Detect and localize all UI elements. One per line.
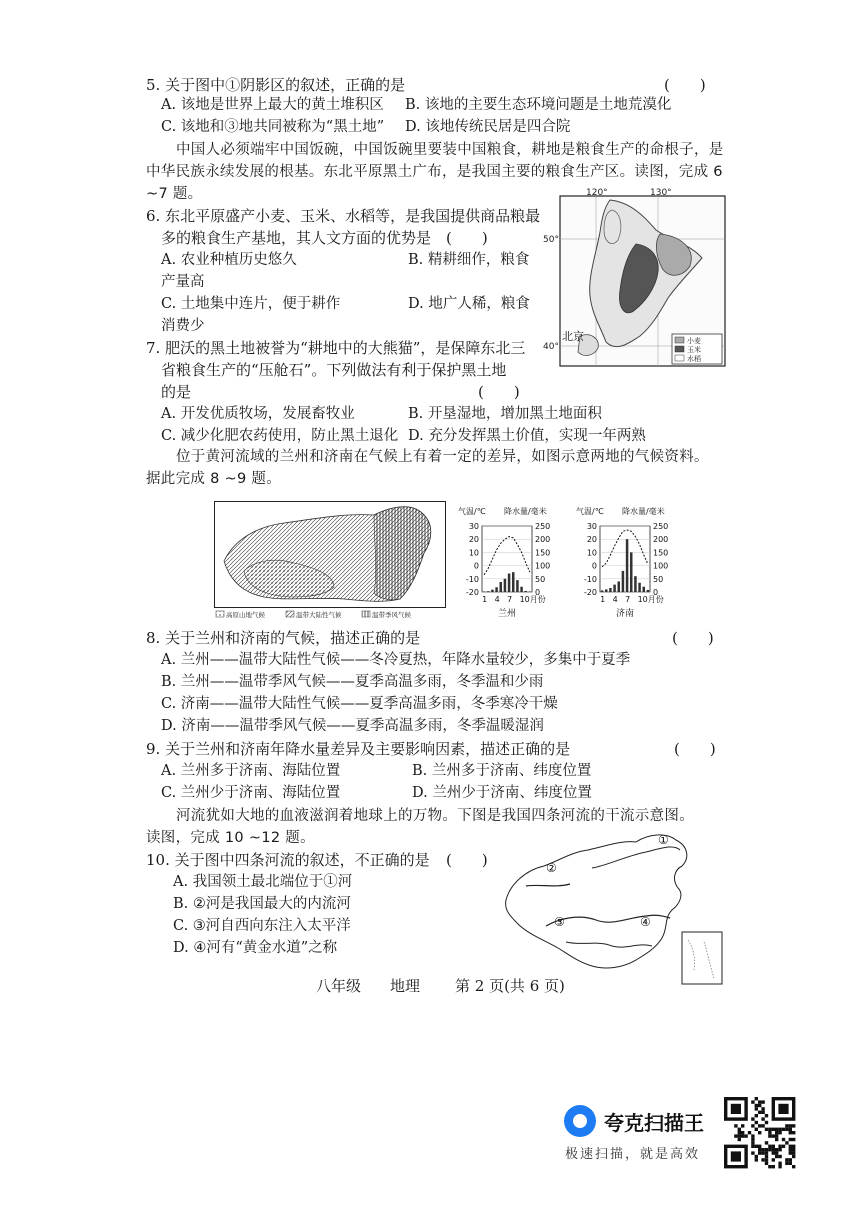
month-tick-label: 10月份 [637,595,664,604]
china-river-map [496,830,730,990]
precip-bar [504,579,507,592]
q6-stem-line1: 6. 东北平原盛产小麦、玉米、水稻等，是我国提供商品粮最 [146,207,541,225]
precip-tick-label: 0 [653,588,659,597]
q9-answer-paren: ( ) [674,740,716,758]
intro-6-7-line3: ~7 题。 [146,186,203,202]
precip-bar [601,590,604,592]
q6-option-d: D. 地广人稀，粮食 [408,296,530,312]
month-tick-label: 7 [507,595,513,604]
precip-tick-label: 250 [535,522,551,531]
lon-130-label: 130° [650,188,672,198]
intro-6-7-line2: 中华民族永续发展的根基。东北平原黑土广布，是我国主要的粮食生产区。读图，完成 6 [146,164,723,180]
q9-option-c: C. 兰州少于济南、海陆位置 [161,785,341,801]
precip-tick-label: 200 [535,535,551,545]
temp-tick-label: -20 [465,588,479,597]
precip-bar [630,552,633,592]
temp-tick-label: 20 [468,535,479,545]
precip-tick-label: 150 [653,548,669,558]
precip-tick-label: 150 [535,548,551,558]
legend-rice: 水稻 [687,355,701,363]
precip-bar [487,591,490,592]
q7-stem-line1: 7. 肥沃的黑土地被誉为“耕地中的大熊猫”，是保障东北三 [146,339,526,357]
month-tick-label: 1 [600,595,606,604]
temp-tick-label: 0 [591,561,597,571]
q5-answer-paren: ( ) [664,76,706,94]
precip-bar [520,587,523,592]
scanner-watermark [562,1103,712,1163]
china-climate-map [214,501,446,621]
q7-answer-paren: ( ) [478,383,520,401]
intro-10-12-line2: 读图，完成 10 ~12 题。 [146,830,315,846]
scanner-brand-name: 夸克扫描王 [604,1111,704,1135]
precip-bar [508,574,511,592]
temp-tick-label: -10 [465,574,479,584]
precip-bar [638,583,641,592]
precip-bar [525,591,528,592]
q10-option-b: B. ②河是我国最大的内流河 [173,896,351,912]
lat-40-label: 40° [543,342,559,352]
temp-tick-label: 30 [586,522,597,531]
q6-option-a: A. 农业种植历史悠久 [161,252,297,268]
scanner-slogan: 极速扫描，就是高效 [565,1147,701,1162]
precip-bar [643,587,646,592]
month-tick-label: 4 [494,595,500,604]
legend-monsoon: 温带季风气候 [372,611,411,619]
river-label-2: ② [546,861,557,875]
chart-title: 兰州 [497,609,517,619]
q7-option-b: B. 开垦湿地，增加黑土地面积 [408,406,602,422]
q6-option-c-cont: 消费少 [161,318,205,334]
legend-continental: 温带大陆性气候 [296,611,342,619]
q5-stem: 5. 关于图中①阴影区的叙述，正确的是 [146,76,406,94]
temp-tick-label: 10 [586,548,597,558]
q10-option-c: C. ③河自西向东注入太平洋 [173,918,351,934]
q10-option-d: D. ④河有“黄金水道”之称 [173,940,338,956]
corn-swatch [675,346,684,352]
river-label-3: ③ [554,915,565,929]
temp-axis-label: 气温/℃ [458,507,486,516]
temperature-line [484,537,530,575]
precip-bar [626,539,629,592]
intro-8-9-line1: 位于黄河流域的兰州和济南在气候上有着一定的差异，如图示意两地的气候资料。 [176,449,709,465]
wheat-swatch [675,337,684,343]
q7-option-d: D. 充分发挥黑土价值，实现一年两熟 [408,428,646,444]
precip-bar [529,591,532,592]
continental-swatch [286,611,294,617]
temp-tick-label: 0 [473,561,479,571]
q10-answer-paren: ( ) [446,851,488,869]
q5-option-b: B. 该地的主要生态环境问题是土地荒漠化 [405,97,672,113]
q8-option-d: D. 济南——温带季风气候——夏季高温多雨，冬季温暖湿润 [161,718,544,734]
plateau-swatch [216,611,224,617]
q8-option-c: C. 济南——温带大陆性气候——夏季高温多雨，冬季寒冷干燥 [161,696,558,712]
river-label-1: ① [658,833,669,847]
precip-tick-label: 100 [535,561,551,571]
month-tick-label: 4 [612,595,618,604]
precip-axis-label: 降水量/毫米 [504,507,547,516]
lat-50-label: 50° [543,235,559,245]
q6-stem-line2: 多的粮食生产基地，其人文方面的优势是 [161,229,432,247]
lon-120-label: 120° [586,188,608,198]
q5-option-a: A. 该地是世界上最大的黄土堆积区 [161,97,384,113]
intro-8-9-line2: 据此完成 8 ~9 题。 [146,471,282,487]
q6-answer-paren: ( ) [446,229,488,247]
q8-stem: 8. 关于兰州和济南的气候，描述正确的是 [146,629,421,647]
q7-option-c: C. 减少化肥农药使用，防止黑土退化 [161,428,399,444]
temp-tick-label: 10 [468,548,479,558]
temp-tick-label: -20 [583,588,597,597]
q10-option-a: A. 我国领土最北端位于①河 [173,874,353,890]
q5-option-d: D. 该地传统民居是四合院 [405,119,571,135]
precip-tick-label: 50 [535,574,546,584]
beijing-label: 北京 [562,330,584,343]
precip-bar [495,587,498,592]
precip-tick-label: 250 [653,522,669,531]
precip-tick-label: 0 [535,588,541,597]
q8-option-b: B. 兰州——温带季风气候——夏季高温多雨，冬季温和少雨 [161,674,544,690]
q6-option-a-cont: 产量高 [161,274,205,290]
q9-option-d: D. 兰州少于济南、纬度位置 [412,785,592,801]
precip-bar [491,590,494,592]
intro-10-12-line1: 河流犹如大地的血液滋润着地球上的万物。下图是我国四条河流的干流示意图。 [176,808,694,824]
temp-tick-label: 20 [586,535,597,545]
precip-bar [613,585,616,592]
q8-option-a: A. 兰州——温带大陆性气候——冬冷夏热，年降水量较少，多集中于夏季 [161,652,631,668]
precip-bar [483,591,486,592]
south-china-sea-inset [682,932,722,984]
precip-tick-label: 50 [653,574,664,584]
rice-swatch [675,355,684,361]
precip-bar [618,581,621,592]
qr-code-icon [724,1097,798,1169]
precip-bar [647,590,650,592]
precip-bar [500,582,503,592]
q7-stem-line3: 的是 [161,383,192,401]
intro-6-7-line1: 中国人必须端牢中国饭碗，中国饭碗里要装中国粮食，耕地是粮食生产的命根子，是 [176,142,724,158]
temp-tick-label: -10 [583,574,597,584]
precip-tick-label: 200 [653,535,669,545]
chart-title: 济南 [615,609,635,619]
q9-option-a: A. 兰州多于济南、海陆位置 [161,763,341,779]
month-tick-label: 7 [625,595,631,604]
q6-option-b: B. 精耕细作，粮食 [408,252,530,268]
q5-option-c: C. 该地和③地共同被称为“黑土地” [161,119,385,135]
climate-charts [452,504,692,624]
precip-bar [609,588,612,592]
legend-corn: 玉米 [687,346,701,354]
monsoon-swatch [362,611,370,617]
q9-stem: 9. 关于兰州和济南年降水量差异及主要影响因素，描述正确的是 [146,740,571,758]
footer-page-number: 第 2 页(共 6 页) [455,977,565,995]
precip-tick-label: 100 [653,561,669,571]
q7-option-a: A. 开发优质牧场，发展畜牧业 [161,406,355,422]
northeast-crop-map [540,186,730,368]
footer-grade: 八年级 [316,977,362,995]
chart-frame [600,526,650,592]
temp-axis-label: 气温/℃ [576,507,604,516]
precip-bar [634,576,637,592]
precip-axis-label: 降水量/毫米 [622,507,665,516]
q6-option-c: C. 土地集中连片，便于耕作 [161,296,341,312]
footer-subject: 地理 [390,977,421,995]
q10-stem: 10. 关于图中四条河流的叙述，不正确的是 [146,851,430,869]
scanner-logo-icon [564,1105,596,1137]
precip-bar [512,572,515,592]
precip-bar [605,589,608,592]
precip-bar [622,571,625,592]
q8-answer-paren: ( ) [672,629,714,647]
precip-bar [516,580,519,592]
month-tick-label: 10月份 [519,595,546,604]
legend-plateau: 高原山地气候 [226,611,265,619]
month-tick-label: 1 [482,595,488,604]
temperature-line [602,530,648,567]
q9-option-b: B. 兰州多于济南、纬度位置 [412,763,592,779]
q7-stem-line2: 省粮食生产的“压舱石”。下列做法有利于保护黑土地 [161,361,507,379]
river-label-4: ④ [640,915,651,929]
legend-wheat: 小麦 [687,337,701,345]
temp-tick-label: 30 [468,522,479,531]
